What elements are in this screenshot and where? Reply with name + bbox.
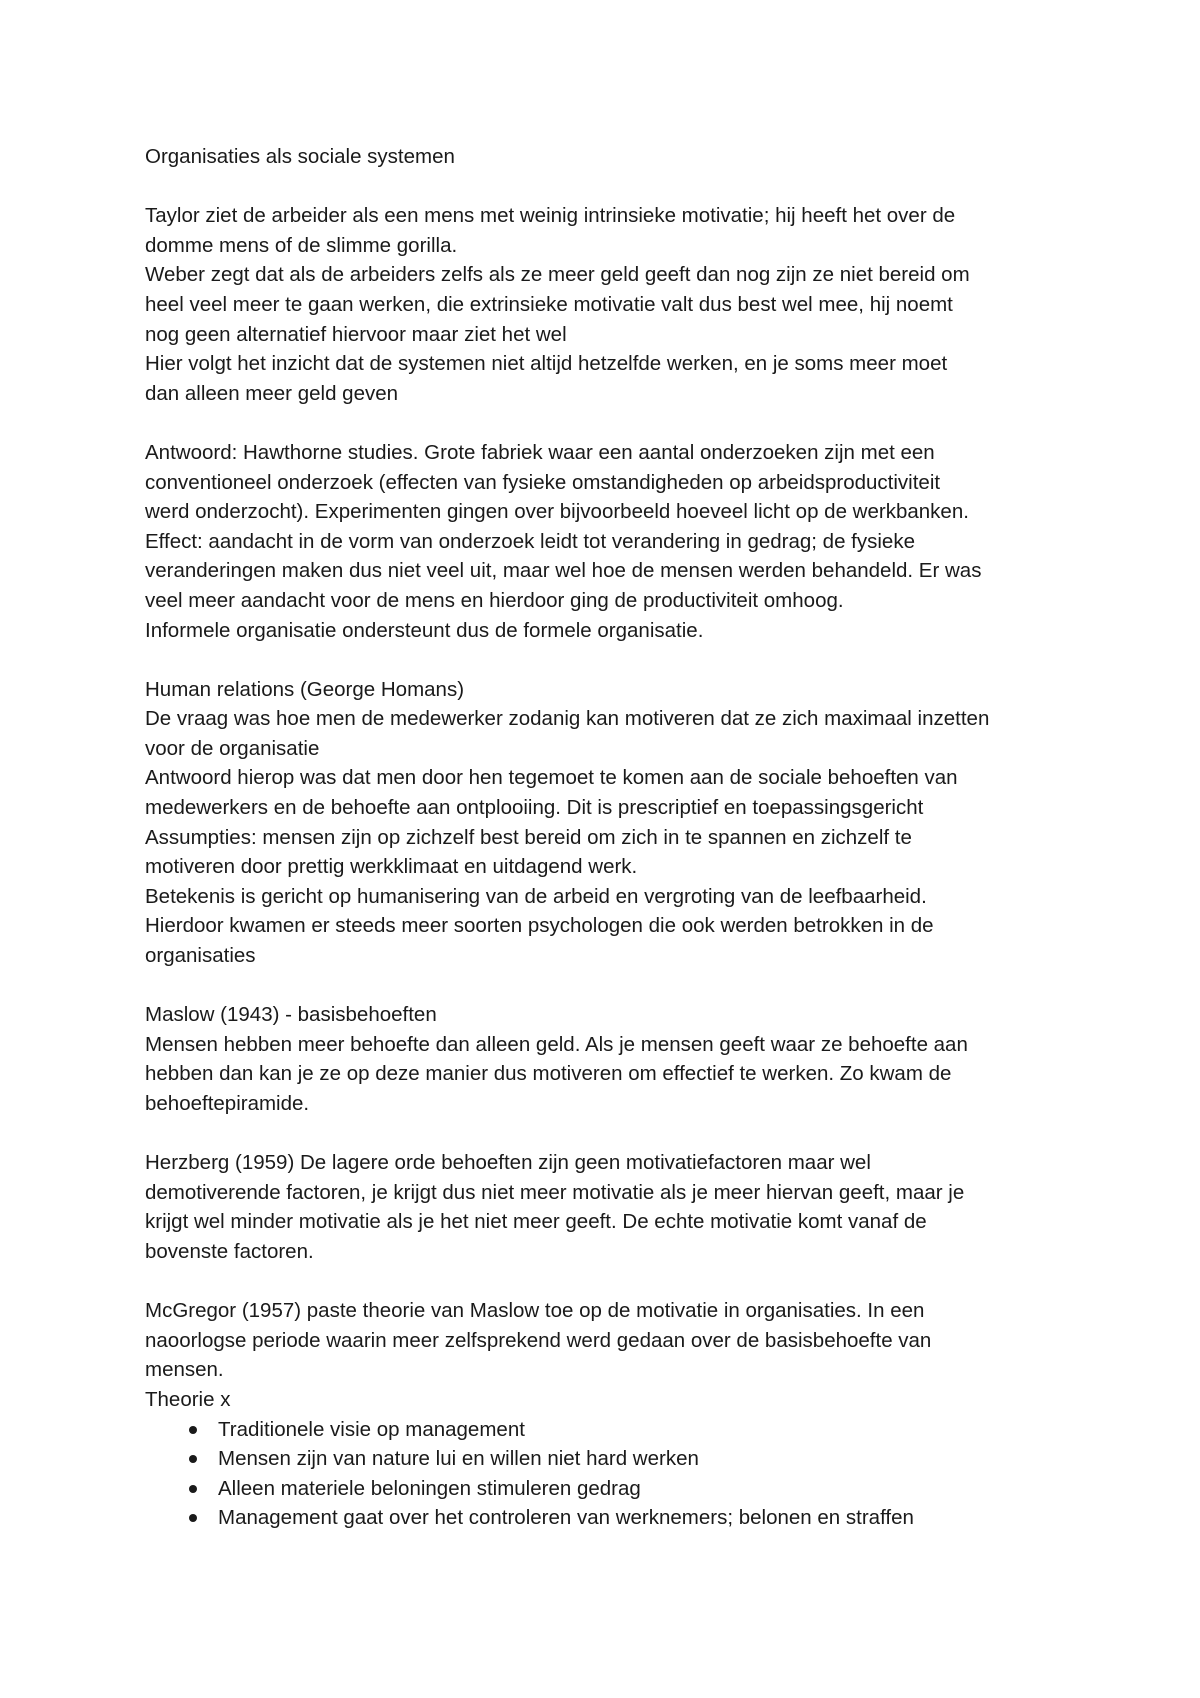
text-line: veel meer aandacht voor de mens en hierdoor ging de productiviteit omhoog. (145, 588, 844, 612)
text-line: Effect: aandacht in de vorm van onderzoek leidt tot verandering in gedrag; de fysieke (145, 529, 915, 553)
bullet-icon (189, 1485, 197, 1493)
herzberg-paragraph (145, 1148, 1075, 1266)
list-item-text: Mensen zijn van nature lui en willen niet hard werken (218, 1447, 699, 1471)
text-line: Mensen hebben meer behoefte dan alleen geld. Als je mensen geeft waar ze behoefte aan (145, 1032, 968, 1056)
text-line: dan alleen meer geld geven (145, 381, 399, 405)
text-line: hebben dan kan je ze op deze manier dus motiveren om effectief te werken. Zo kwam de (145, 1062, 952, 1086)
text-line: McGregor (1957) paste theorie van Maslow toe op de motivatie in organisaties. In een (145, 1299, 925, 1323)
hawthorne-paragraph (145, 438, 1075, 645)
text-line: Hier volgt het inzicht dat de systemen niet altijd hetzelfde werken, en je soms meer moet (145, 352, 948, 376)
text-line: Betekenis is gericht op humanisering van de arbeid en vergroting van de leefbaarheid. (145, 884, 927, 908)
list-item-text: Traditionele visie op management (218, 1417, 525, 1441)
theorie-x-list (145, 1415, 1075, 1533)
text-line: krijgt wel minder motivatie als je het niet meer geeft. De echte motivatie komt vanaf de (145, 1210, 927, 1234)
paragraph-gap (145, 408, 1075, 438)
text-line: medewerkers en de behoefte aan ontplooiing. Dit is prescriptief en toepassingsgericht (145, 796, 924, 820)
section-heading: Maslow (1943) - basisbehoeften (145, 1003, 437, 1027)
text-line: Hierdoor kwamen er steeds meer soorten psychologen die ook werden betrokken in de (145, 914, 934, 938)
text-line: motiveren door prettig werkklimaat en uitdagend werk. (145, 855, 638, 879)
text-line: heel veel meer te gaan werken, die extrinsieke motivatie valt dus best wel mee, hij noemt (145, 292, 953, 316)
text-line: Herzberg (1959) De lagere orde behoeften zijn geen motivatiefactoren maar wel (145, 1151, 871, 1175)
text-line: Antwoord hierop was dat men door hen tegemoet te komen aan de sociale behoeften van (145, 766, 958, 790)
bullet-icon (189, 1514, 197, 1522)
text-line: Informele organisatie ondersteunt dus de formele organisatie. (145, 618, 704, 642)
text-line: Assumpties: mensen zijn op zichzelf best bereid om zich in te spannen en zichzelf te (145, 825, 912, 849)
list-item (145, 1415, 1075, 1445)
text-line: De vraag was hoe men de medewerker zodanig kan motiveren dat ze zich maximaal inzetten (145, 707, 990, 731)
bullet-icon (189, 1426, 197, 1434)
mcgregor-paragraph (145, 1296, 1075, 1414)
bullet-icon (189, 1455, 197, 1463)
text-line: domme mens of de slimme gorilla. (145, 233, 458, 257)
document-body (145, 142, 1075, 1533)
paragraph-gap (145, 1119, 1075, 1149)
list-item (145, 1503, 1075, 1533)
text-line: werd onderzocht). Experimenten gingen over bijvoorbeeld hoeveel licht op de werkbanken. (145, 500, 969, 524)
subsection-heading: Theorie x (145, 1387, 231, 1411)
text-line: voor de organisatie (145, 736, 320, 760)
text-line: mensen. (145, 1358, 224, 1382)
taylor-weber-paragraph (145, 201, 1075, 408)
text-line: naoorlogse periode waarin meer zelfsprekend werd gedaan over de basisbehoefte van (145, 1328, 932, 1352)
text-line: Weber zegt dat als de arbeiders zelfs als ze meer geld geeft dan nog zijn ze niet bereid om (145, 263, 970, 287)
list-item-text: Alleen materiele beloningen stimuleren gedrag (218, 1476, 641, 1500)
paragraph-gap (145, 645, 1075, 675)
paragraph-gap (145, 971, 1075, 1001)
text-line: Antwoord: Hawthorne studies. Grote fabriek waar een aantal onderzoeken zijn met een (145, 440, 935, 464)
section-heading: Human relations (George Homans) (145, 677, 465, 701)
paragraph-gap (145, 1267, 1075, 1297)
text-line: behoeftepiramide. (145, 1092, 310, 1115)
text-line: veranderingen maken dus niet veel uit, maar wel hoe de mensen werden behandeld. Er was (145, 559, 982, 583)
text-line: Taylor ziet de arbeider als een mens met weinig intrinsieke motivatie; hij heeft het over de (145, 204, 956, 228)
maslow-paragraph (145, 1000, 1075, 1118)
list-item (145, 1474, 1075, 1504)
document-title: Organisaties als sociale systemen (145, 145, 455, 168)
text-line: bovenste factoren. (145, 1239, 314, 1263)
text-line: conventioneel onderzoek (effecten van fysieke omstandigheden op arbeidsproductiviteit (145, 470, 941, 494)
text-line: nog geen alternatief hiervoor maar ziet het wel (145, 322, 567, 346)
list-item-text: Management gaat over het controleren van werknemers; belonen en straffen (218, 1506, 914, 1530)
text-line: demotiverende factoren, je krijgt dus niet meer motivatie als je meer hiervan geeft, maar je (145, 1180, 965, 1204)
paragraph-gap (145, 172, 1075, 202)
human-relations-paragraph (145, 675, 1075, 971)
list-item (145, 1444, 1075, 1474)
text-line: organisaties (145, 944, 256, 968)
